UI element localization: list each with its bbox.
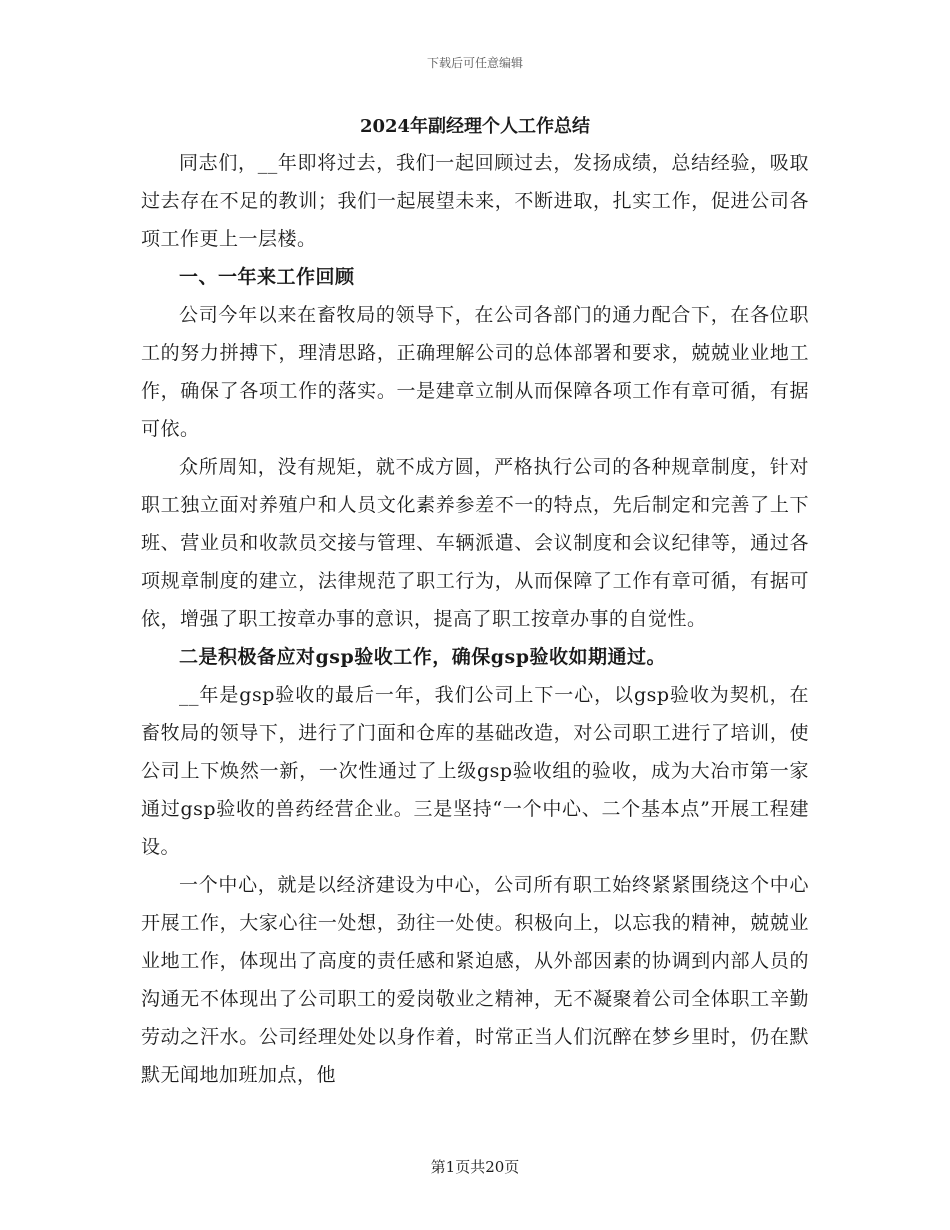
paragraph-center: 一个中心，就是以经济建设为中心，公司所有职工始终紧紧围绕这个中心开展工作，大家心往一处想，劲往一处使。积极向上，以忘我的精神，兢兢业业地工作，体现出了高度的责任感和紧迫感，从外部因素的协调到内部人员的沟通无不体现出了公司职工的爱岗敬业之精神，无不凝聚着公司全体职工辛勤劳动之汗水。公司经理处处以身作着，时常正当人们沉醉在梦乡里时，仍在默默无闻地加班加点，他: [141, 874, 809, 1086]
section-heading-review: 一、一年来工作回顾: [179, 266, 355, 288]
paragraph-rules: 众所周知，没有规矩，就不成方圆，严格执行公司的各种规章制度，针对职工独立面对养殖户和人员文化素养参差不一的特点，先后制定和完善了上下班、营业员和收款员交接与管理、车辆派遣、会议制度和会议纪律等，通过各项规章制度的建立，法律规范了职工行为，从而保障了工作有章可循，有据可依，增强了职工按章办事的意识，提高了职工按章办事的自觉性。: [141, 456, 809, 630]
subheading-gsp: 二是积极备应对gsp验收工作，确保gsp验收如期通过。: [179, 646, 667, 668]
page-indicator: 第1页共20页: [430, 1158, 520, 1176]
document-body: [141, 112, 809, 1094]
document-title: 2024年副经理个人工作总结: [359, 116, 591, 137]
header-note: 下载后可任意编辑: [426, 56, 523, 70]
paragraph-gsp: __年是gsp验收的最后一年，我们公司上下一心，以gsp验收为契机，在畜牧局的领导下，进行了门面和仓库的基础改造，对公司职工进行了培训，使公司上下焕然一新，一次性通过了上级gsp验收组的验收，成为大冶市第一家通过gsp验收的兽药经营企业。三是坚持“一个中心、二个基本点”开展工程建设。: [141, 684, 809, 858]
paragraph-overview: 公司今年以来在畜牧局的领导下，在公司各部门的通力配合下，在各位职工的努力拼搏下，理清思路，正确理解公司的总体部署和要求，兢兢业业地工作，确保了各项工作的落实。一是建章立制从而保障各项工作有章可循，有据可依。: [141, 304, 809, 440]
paragraph-intro: 同志们，__年即将过去，我们一起回顾过去，发扬成绩，总结经验，吸取过去存在不足的教训；我们一起展望未来，不断进取，扎实工作，促进公司各项工作更上一层楼。: [141, 152, 809, 250]
